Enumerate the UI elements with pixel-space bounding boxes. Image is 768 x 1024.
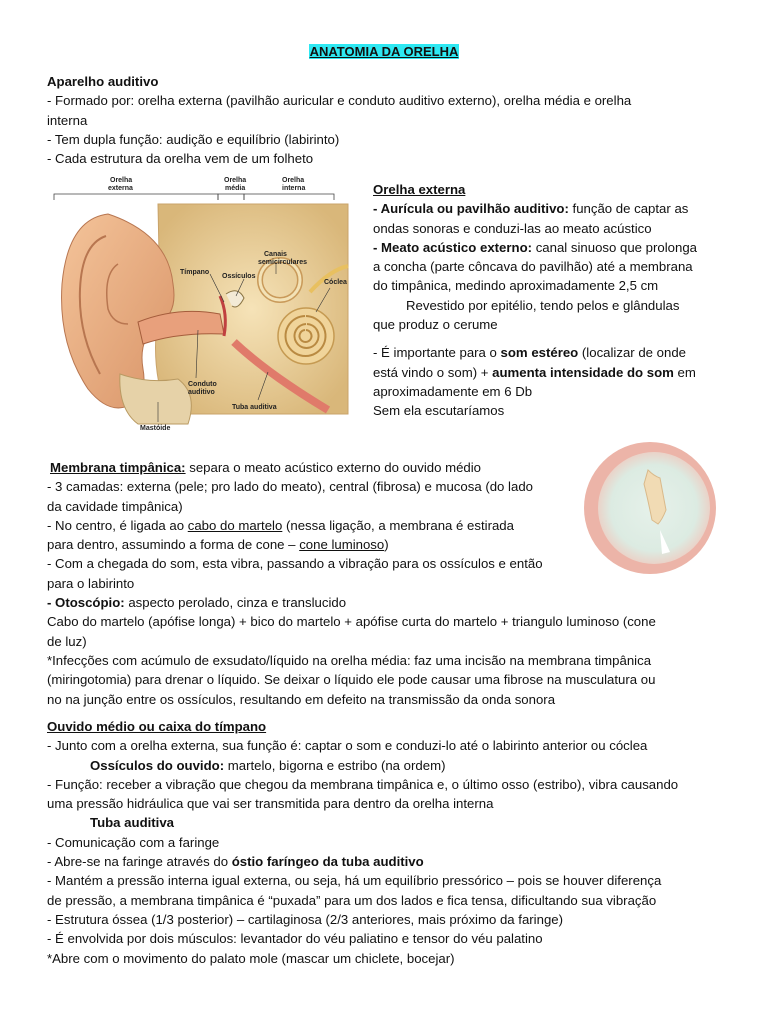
text-line: que produz o cerume (373, 317, 498, 333)
svg-text:média: média (225, 185, 246, 192)
text-line: - É envolvida por dois músculos: levantador do véu paliatino e tensor do véu palatino (47, 931, 543, 947)
text-line: de pressão, a membrana timpânica é “puxada” para um dos lados e fica tensa, dificultando sua vibração (47, 892, 657, 908)
text-line: - Função: receber a vibração que chegou da membrana timpânica e, o último osso (estribo), vibra causando (47, 776, 679, 792)
svg-text:Conduto: Conduto (188, 381, 217, 388)
text-line (373, 180, 733, 199)
svg-text:Orelha: Orelha (282, 177, 305, 184)
svg-text:Tuba auditiva: Tuba auditiva (232, 404, 277, 411)
svg-text:externa: externa (108, 185, 133, 192)
text-line: no na junção entre os ossículos, resultando em defeito na transmissão da onda sonora (47, 691, 556, 707)
text-line: Revestido por epitélio, tendo pelos e glândulas (406, 297, 680, 313)
text-line: de luz) (47, 633, 87, 649)
text-line: - 3 camadas: externa (pele; pro lado do meato), central (fibrosa) e mucosa (do lado (47, 479, 533, 495)
section-heading: Aparelho auditivo (47, 74, 159, 89)
svg-text:Cóclea: Cóclea (324, 279, 347, 286)
ear-anatomy-illustration (48, 174, 358, 432)
page-title: ANATOMIA DA ORELHA (309, 44, 459, 59)
text-line: - Tem dupla função: audição e equilíbrio (labirinto) (47, 131, 340, 147)
text-line: para o labirinto (47, 575, 135, 591)
text-line: - Cada estrutura da orelha vem de um folheto (47, 151, 314, 167)
svg-text:Ossículos: Ossículos (222, 273, 256, 280)
text-line: (miringotomia) para drenar o líquido. Se deixar o líquido ele pode causar uma fibrose na musculatura ou (47, 672, 656, 688)
text-line: Tuba auditiva (90, 815, 175, 831)
text-line: - Formado por: orelha externa (pavilhão auricular e conduto auditivo externo), orelha média e orelha (47, 93, 632, 109)
svg-text:auditivo: auditivo (188, 389, 215, 396)
svg-text:Canais: Canais (264, 251, 287, 258)
text-line: - Comunicação com a faringe (47, 834, 220, 850)
text-line: - Aurícula ou pavilhão auditivo: função de captar as (373, 201, 689, 217)
text-line: a concha (parte côncava do pavilhão) até a membrana (373, 259, 693, 275)
text-line: - Meato acústico externo: canal sinuoso que prolonga (373, 239, 697, 255)
text-line: está vindo o som) + aumenta intensidade do som em (373, 364, 696, 380)
text-line: - Abre-se na faringe através do óstio faríngeo da tuba auditivo (47, 854, 424, 870)
text-line: da cavidade timpânica) (47, 498, 183, 514)
svg-text:Orelha: Orelha (110, 177, 133, 184)
text-line: Cabo do martelo (apófise longa) + bico do martelo + apófise curta do martelo + triangulo luminoso (cone (47, 614, 656, 630)
svg-text:Mastóide: Mastóide (140, 425, 171, 432)
text-line: Sem ela escutaríamos (373, 403, 505, 419)
svg-text:interna: interna (282, 185, 306, 192)
text-line: - É importante para o som estéreo (localizar de onde (373, 345, 687, 361)
text-line: - Junto com a orelha externa, sua função é: captar o som e conduzi-lo até o labirinto anterior ou cóclea (47, 738, 648, 754)
text-line: Ossículos do ouvido: martelo, bigorna e estribo (na ordem) (90, 757, 446, 773)
text-line: Membrana timpânica: separa o meato acústico externo do ouvido médio (50, 460, 482, 475)
section-orelha-externa (373, 180, 733, 421)
text-line: *Abre com o movimento do palato mole (mascar um chiclete, bocejar) (47, 950, 455, 966)
text-line: - Estrutura óssea (1/3 posterior) – cartilaginosa (2/3 anteriores, mais próximo da faringe) (47, 911, 564, 927)
text-line: ondas sonoras e conduzi-las ao meato acústico (373, 220, 652, 236)
text-line: interna (47, 112, 88, 128)
section-heading: Membrana timpânica: (50, 460, 186, 475)
text-line: aproximadamente em 6 Db (373, 383, 533, 399)
svg-text:Tímpano: Tímpano (180, 269, 210, 276)
section-membrana-timpanica (47, 458, 737, 709)
text-line (47, 72, 737, 91)
section-heading: Ouvido médio ou caixa do tímpano (47, 719, 267, 734)
text-line: - Otoscópio: aspecto perolado, cinza e translucido (47, 595, 347, 611)
text-line: para dentro, assumindo a forma de cone – cone luminoso) (47, 537, 389, 553)
svg-text:Orelha: Orelha (224, 177, 247, 184)
text-line: - Mantém a pressão interna igual externa, ou seja, há um equilíbrio pressórico – pois se houver diferença (47, 873, 662, 889)
section-aparelho-auditivo (47, 72, 737, 168)
section-ouvido-medio (47, 717, 747, 968)
section-heading: Orelha externa (373, 182, 466, 197)
text-line (47, 717, 747, 736)
svg-text:semicirculares: semicirculares (258, 259, 308, 266)
text-line: - Com a chegada do som, esta vibra, passando a vibração para os ossículos e então (47, 556, 543, 572)
text-line: - No centro, é ligada ao cabo do martelo (nessa ligação, a membrana é estirada (47, 517, 514, 533)
text-line: *Infecções com acúmulo de exsudato/líquido na orelha média: faz uma incisão na membrana timpânica (47, 652, 652, 668)
text-line: uma pressão hidráulica que vai ser transmitida para dentro da orelha interna (47, 796, 494, 812)
text-line: do timpânica, medindo aproximadamente 2,5 cm (373, 278, 659, 294)
